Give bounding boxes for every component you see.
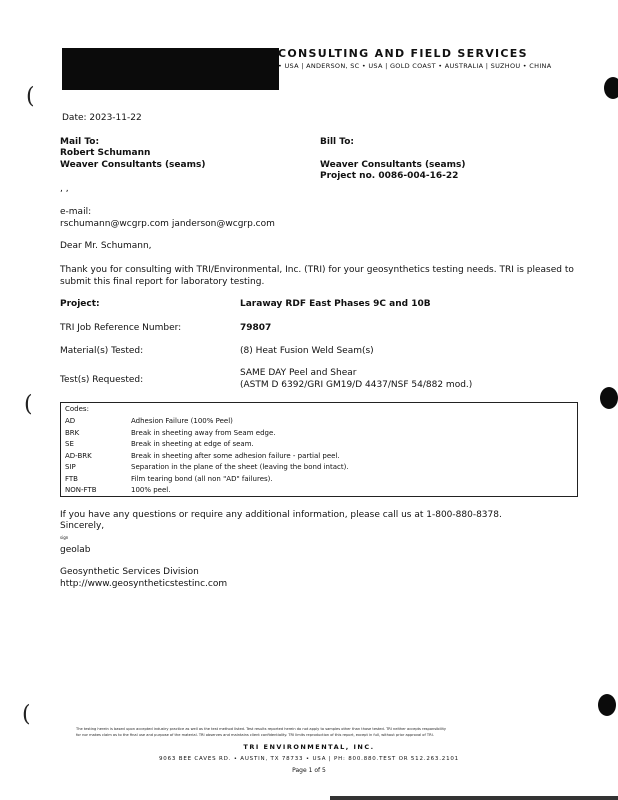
bill-to-project: Project no. 0086-004-16-22 bbox=[320, 171, 459, 181]
email-label: e-mail: bbox=[60, 207, 92, 217]
body-line-1: Thank you for consulting with TRI/Environmental, Inc. (TRI) for your geosynthetics testing needs. TRI is pleased to bbox=[60, 265, 574, 275]
mail-to-name: Robert Schumann bbox=[60, 148, 151, 158]
redacted-logo-block bbox=[62, 48, 279, 90]
mail-to-address: , , bbox=[60, 184, 69, 194]
job-number-value: 79807 bbox=[240, 323, 272, 333]
salutation: Dear Mr. Schumann, bbox=[60, 241, 152, 251]
body-line-2: submit this final report for laboratory testing. bbox=[60, 277, 265, 287]
code-label: SIP bbox=[65, 463, 76, 471]
code-description: Film tearing bond (all non "AD" failures). bbox=[131, 475, 273, 483]
code-description: Break in sheeting at edge of seam. bbox=[131, 440, 254, 448]
tests-label: Test(s) Requested: bbox=[60, 375, 144, 385]
code-label: AD-BRK bbox=[65, 452, 92, 460]
email-addresses[interactable]: rschumann@wcgrp.com janderson@wcgrp.com bbox=[60, 219, 275, 229]
letterhead-title: CONSULTING AND FIELD SERVICES bbox=[278, 47, 528, 60]
letter-date: Date: 2023-11-22 bbox=[62, 113, 142, 123]
code-label: BRK bbox=[65, 429, 80, 437]
materials-label: Material(s) Tested: bbox=[60, 346, 144, 356]
codes-title: Codes: bbox=[65, 405, 89, 413]
punch-hole-bottom bbox=[598, 694, 616, 716]
page-number: Page 1 of 5 bbox=[292, 767, 326, 774]
mail-to-label: Mail To: bbox=[60, 137, 100, 147]
tests-value-line-1: SAME DAY Peel and Shear bbox=[240, 368, 357, 378]
code-label: SE bbox=[65, 440, 74, 448]
code-label: FTB bbox=[65, 475, 78, 483]
sincerely: Sincerely, bbox=[60, 521, 105, 531]
website-link[interactable]: http://www.geosyntheticstestinc.com bbox=[60, 579, 228, 589]
project-value: Laraway RDF East Phases 9C and 10B bbox=[240, 299, 431, 309]
materials-value: (8) Heat Fusion Weld Seam(s) bbox=[240, 346, 374, 356]
footer-disclaimer-1: The testing herein is based upon accepted industry practice as well as the test method listed. Test results reported herein do not apply to samples other than those tested. TRI neither accepts responsibility bbox=[76, 727, 446, 731]
division-name: Geosynthetic Services Division bbox=[60, 567, 199, 577]
scan-edge-line bbox=[330, 796, 618, 800]
binder-mark-middle: ( bbox=[24, 392, 33, 417]
code-description: Adhesion Failure (100% Peel) bbox=[131, 417, 233, 425]
punch-hole-middle bbox=[600, 387, 618, 409]
letterhead-locations: • USA | ANDERSON, SC • USA | GOLD COAST • AUSTRALIA | SUZHOU • CHINA bbox=[278, 62, 552, 70]
binder-mark-bottom: ( bbox=[22, 702, 31, 727]
binder-mark-top: ( bbox=[26, 84, 35, 109]
code-description: Separation in the plane of the sheet (leaving the bond intact). bbox=[131, 463, 349, 471]
code-description: 100% peel. bbox=[131, 486, 171, 494]
footer-disclaimer-2: for nor makes claim as to the final use and purpose of the material. TRI observes and maintains client confidentiality. TRI limits reproduction of this report, except in full, without prior approval of TRI. bbox=[76, 733, 434, 737]
codes-legend-box bbox=[60, 402, 578, 497]
footer-address: 9063 BEE CAVES RD. • AUSTIN, TX 78733 • USA | PH: 800.880.TEST OR 512.263.2101 bbox=[159, 756, 459, 762]
questions-line: If you have any questions or require any additional information, please call us at 1-800-880-8378. bbox=[60, 510, 502, 520]
project-label: Project: bbox=[60, 299, 100, 309]
footer-company: TRI ENVIRONMENTAL, INC. bbox=[243, 743, 375, 751]
bill-to-company: Weaver Consultants (seams) bbox=[320, 160, 466, 170]
mail-to-company: Weaver Consultants (seams) bbox=[60, 160, 206, 170]
signature-mark: sign bbox=[60, 535, 69, 540]
code-label: AD bbox=[65, 417, 76, 425]
job-number-label: TRI Job Reference Number: bbox=[60, 323, 182, 333]
punch-hole-top bbox=[604, 77, 618, 99]
bill-to-label: Bill To: bbox=[320, 137, 354, 147]
signer-name: geolab bbox=[60, 545, 91, 555]
code-description: Break in sheeting away from Seam edge. bbox=[131, 429, 276, 437]
code-label: NON-FTB bbox=[65, 486, 97, 494]
code-description: Break in sheeting after some adhesion failure - partial peel. bbox=[131, 452, 340, 460]
tests-value-line-2: (ASTM D 6392/GRI GM19/D 4437/NSF 54/882 mod.) bbox=[240, 380, 473, 390]
